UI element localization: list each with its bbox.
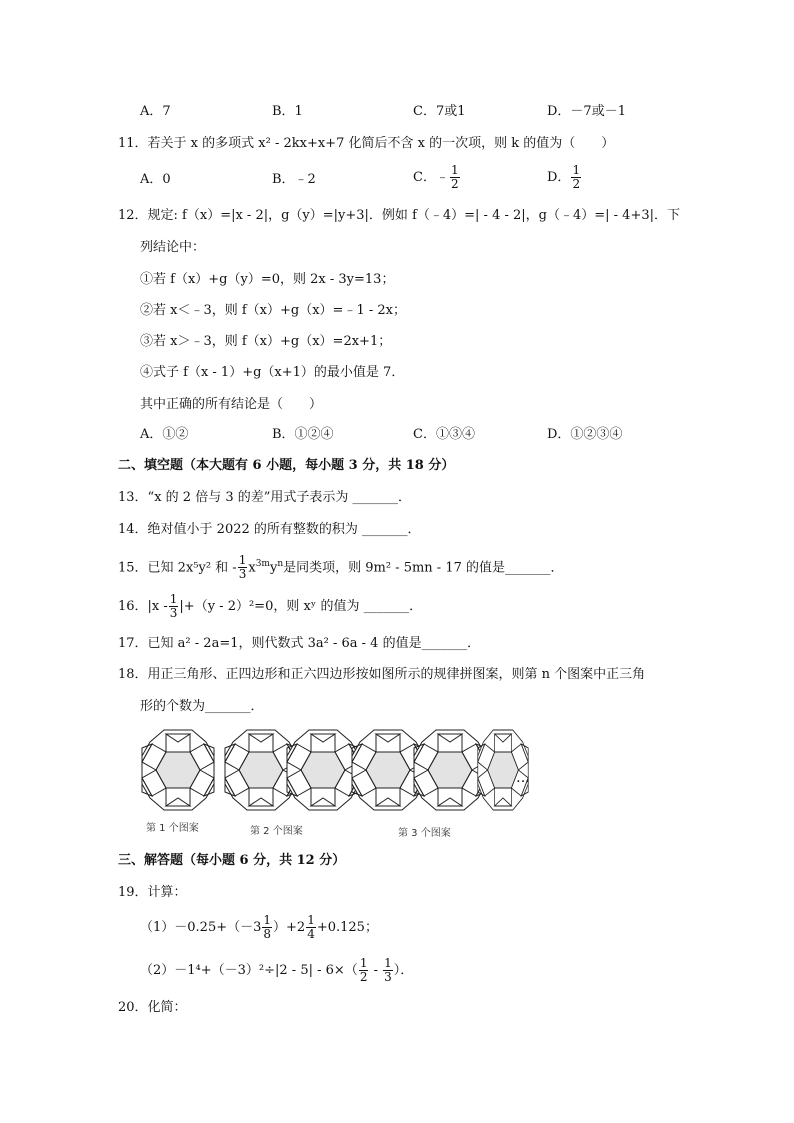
q19-p2-pre: （2）－1⁴+（－3）²÷|2 - 5| - 6×（ [140,963,358,978]
q15-pre: 15．已知 2x⁵y² 和 - [118,560,237,576]
q19-p2-den-2: 3 [384,970,392,984]
tiling-pattern-figure [130,722,530,822]
section-2-heading: 二、填空题（本大题有 6 小题，每小题 3 分，共 18 分） [118,458,455,473]
q10-option-a: A．7 [140,104,171,119]
q16-fraction [169,593,179,620]
q19-p2-num-2: 1 [384,956,392,970]
pattern-1 [142,730,214,810]
q11-option-c-prefix: C．﹣ [413,170,449,185]
q15-exp-n: n [277,559,284,569]
q19-p1-mid: ）+2 [273,920,306,935]
q12-statement-1: ①若 f（x）+g（y）=0，则 2x - 3y=13； [140,272,395,287]
q11-c-numerator: 1 [450,163,459,177]
figure-ellipsis: … [516,770,530,786]
q19-p2-num-1: 1 [359,956,368,970]
q15-denominator: 3 [238,567,247,582]
q12-line2: 列结论中： [140,240,206,255]
q13: 13．“x 的 2 倍与 3 的差”用式子表示为 _______． [118,490,412,505]
q16-pre: 16．|x - [118,599,168,614]
figure-caption-1: 第 1 个图案 [146,823,199,834]
q19-part2 [140,956,413,986]
q15-exp-m: 3m [255,559,270,569]
q19-p1-den-2: 4 [307,927,315,941]
q10-option-b: B．1 [272,104,303,119]
q12-option-c: C．①③④ [413,427,475,442]
q19-p1-num-1: 1 [263,913,272,927]
q19-p2-mid: - [369,963,383,978]
q16 [118,592,422,622]
q19-p2-fraction-1 [359,957,369,984]
q15-numerator: 1 [238,553,247,568]
q11-option-d-fraction [571,164,581,191]
q16-numerator: 1 [169,592,178,606]
q15 [118,549,564,583]
q18-line1: 18．用正三角形、正四边形和正六四边形按如图所示的规律拼图案，则第 n 个图案中正三角 [118,667,646,682]
q11-option-c [413,164,461,191]
figure-caption-3: 第 3 个图案 [398,828,451,839]
q19-title: 19．计算： [118,885,187,900]
q11-c-denominator: 2 [450,177,459,191]
q19-p2-post: ）． [393,963,414,978]
q19-p1-fraction-1 [262,914,272,941]
q11-stem: 11．若关于 x 的多项式 x² - 2kx+x+7 化简后不含 x 的一次项，则 k 的值为（ ） [118,136,615,151]
q12-statement-3: ③若 x＞﹣3，则 f（x）+g（x）=2x+1； [140,334,392,349]
section-3-heading: 三、解答题（每小题 6 分，共 12 分） [118,853,346,868]
q11-option-b: B．﹣2 [272,172,316,187]
q11-d-numerator: 1 [572,163,581,177]
q10-option-d: D．－7或－1 [547,104,626,119]
q20: 20．化简： [118,1000,187,1015]
q15-x: x [248,560,256,576]
q12-question: 其中正确的所有结论是（ ） [140,397,323,412]
q19-p1-post: +0.125； [316,920,378,935]
q11-option-a: A．0 [140,172,171,187]
q19-p1-den-1: 8 [263,927,272,941]
q15-post: 是同类项，则 9m² - 5mn - 17 的值是_______． [283,560,564,576]
pattern-2 [225,730,359,810]
pattern-3 [352,730,528,810]
q12-option-b: B．①②④ [272,427,334,442]
q19-p2-fraction-2 [383,957,393,984]
q11-d-denominator: 2 [572,177,581,191]
q16-denominator: 3 [169,606,178,620]
q12-statement-2: ②若 x＜﹣3，则 f（x）+g（x）=﹣1 - 2x； [140,303,406,318]
q19-p1-fraction-2 [306,914,316,941]
q11-option-d [547,164,582,191]
q12-option-a: A．①② [140,427,189,442]
q19-p1-pre: （1）－0.25+（－3 [140,920,262,935]
q19-part1 [140,913,378,943]
q17: 17．已知 a² - 2a=1，则代数式 3a² - 6a - 4 的值是_______． [118,636,481,651]
q16-post: |+（y - 2）²=0，则 xʸ 的值为 _______． [179,599,423,614]
q12-statement-4: ④式子 f（x - 1）+g（x+1）的最小值是 7． [140,365,405,380]
q15-y: y [269,560,278,576]
q12-line1: 12．规定: f（x）=|x - 2|，g（y）=|y+3|．例如 f（﹣4）=| - 4 - 2|，g（﹣4）=| - 4+3|．下 [118,208,680,223]
q15-fraction [238,554,248,581]
q11-option-d-prefix: D． [547,170,571,185]
q12-option-d: D．①②③④ [547,427,623,442]
q14: 14．绝对值小于 2022 的所有整数的积为 _______． [118,522,421,537]
figure-caption-2: 第 2 个图案 [250,826,303,837]
q18-line2: 形的个数为_______． [140,699,264,714]
q19-p2-den-1: 2 [359,970,368,984]
q19-p1-num-2: 1 [307,913,315,927]
q11-option-c-fraction [450,164,460,191]
q10-option-c: C．7或1 [413,104,466,119]
